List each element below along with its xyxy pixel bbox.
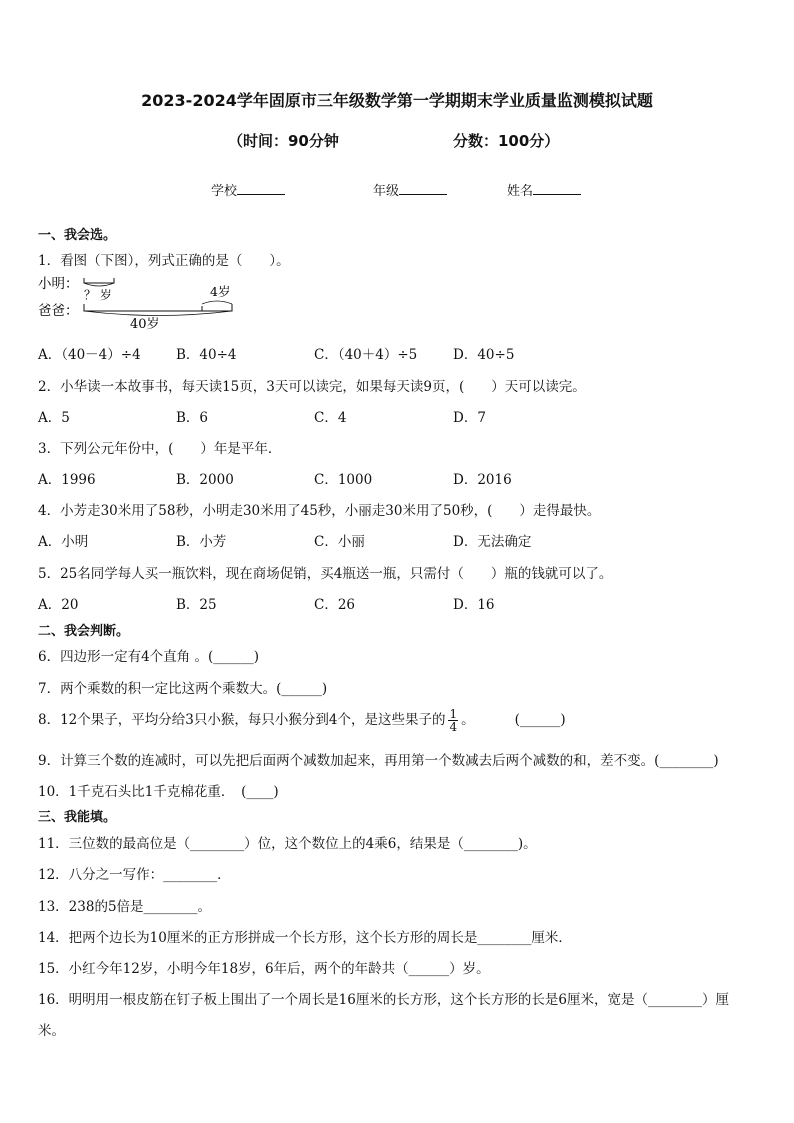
option[interactable]: B．小芳 [176, 534, 227, 550]
option[interactable]: B．2000 [176, 472, 234, 488]
plus-age-label: 4岁 [210, 284, 231, 299]
option[interactable]: D．7 [453, 410, 486, 426]
question-3: 3．下列公元年份中，( ）年是平年． [38, 441, 282, 457]
question-5: 5．25名同学每人买一瓶饮料，现在商场促销，买4瓶送一瓶，只需付（ ）瓶的钱就可以了。 [38, 566, 613, 582]
name-blank[interactable] [533, 182, 581, 195]
grade-label: 年级 [373, 184, 400, 199]
question-7: 7．两个乘数的积一定比这两个乘数大。(______) [38, 681, 328, 697]
option[interactable]: D．16 [453, 597, 495, 613]
option[interactable]: C．1000 [314, 472, 373, 488]
option[interactable]: D．2016 [453, 472, 512, 488]
option[interactable]: B．40÷4 [176, 347, 237, 363]
age-diagram-svg [38, 272, 258, 332]
option[interactable]: B．6 [176, 410, 209, 426]
question-13: 13．238的5倍是________。 [38, 899, 212, 915]
baba-bar [84, 304, 232, 311]
question-9: 9．计算三个数的连减时，可以先把后面两个减数加起来，再用第一个数减去后两个减数的和，差不变。(________) [38, 753, 719, 769]
age-diagram [38, 272, 258, 332]
question-8-blank[interactable]: (______) [514, 712, 566, 728]
question-2: 2．小华读一本故事书，每天读15页，3天可以读完，如果每天读9页，( ）天可以读完。 [38, 379, 586, 395]
option[interactable]: C．4 [314, 410, 347, 426]
question-1: 1．看图（下图），列式正确的是（ ）。 [38, 253, 290, 269]
option[interactable]: D．无法确定 [453, 534, 532, 550]
fraction-numerator: 1 [449, 707, 458, 721]
question-15: 15．小红今年12岁，小明今年18岁，6年后，两个的年龄共（______）岁。 [38, 961, 490, 977]
exam-title: 2023-2024学年固原市三年级数学第一学期期末学业质量监测模拟试题 [141, 91, 653, 110]
option[interactable]: A．5 [38, 410, 70, 426]
option[interactable]: B．25 [176, 597, 217, 613]
option[interactable]: C．（40＋4）÷5 [314, 347, 418, 363]
question-14: 14．把两个边长为10厘米的正方形拼成一个长方形，这个长方形的周长是________厘米． [38, 930, 572, 946]
fraction [448, 708, 458, 733]
total-age-brace [84, 311, 232, 316]
plus-age-brace [202, 301, 232, 304]
option[interactable]: A．1996 [38, 472, 96, 488]
option[interactable]: C．小丽 [314, 534, 365, 550]
xiaoming-bar [84, 278, 114, 283]
question-8-text: 8．12个果子，平均分给3只小猴，每只小猴分到4个，是这些果子的 [38, 712, 446, 728]
question-6: 6．四边形一定有4个直角 。(______) [38, 649, 260, 665]
question-4: 4．小芳走30米用了58秒，小明走30米用了45秒，小丽走30米用了50秒，( ）走得最快。 [38, 503, 601, 519]
school-field [211, 180, 285, 199]
section-title: 二、我会判断。 [38, 624, 130, 639]
total-age-label: 40岁 [130, 317, 160, 332]
exam-score: 分数：100分） [453, 132, 560, 150]
unknown-age-label: ？ 岁 [84, 288, 112, 302]
section-title: 一、我会选。 [38, 228, 117, 243]
xiaoming-label: 小明： [38, 276, 79, 292]
fraction-denominator: 4 [449, 720, 458, 734]
question-16-continued: 米。 [38, 1023, 65, 1039]
option[interactable]: A．小明 [38, 534, 89, 550]
option[interactable]: A．（40－4）÷4 [38, 347, 141, 363]
question-16: 16．明明用一根皮筋在钉子板上围出了一个周长是16厘米的长方形，这个长方形的长是6厘米，宽是（________）厘 [38, 992, 729, 1008]
school-label: 学校 [211, 184, 238, 199]
grade-field [373, 180, 447, 199]
school-blank[interactable] [237, 182, 285, 195]
option[interactable]: C．26 [314, 597, 356, 613]
baba-label: 爸爸： [38, 303, 79, 319]
question-12: 12．八分之一写作：________． [38, 867, 231, 883]
option[interactable]: A．20 [38, 597, 79, 613]
question-8 [38, 707, 566, 733]
question-10: 10．1千克石头比1千克棉花重． (____) [38, 784, 279, 800]
question-11: 11．三位数的最高位是（________）位，这个数位上的4乘6，结果是（________)。 [38, 836, 537, 852]
exam-time: （时间：90分钟 [228, 132, 339, 150]
grade-blank[interactable] [399, 182, 447, 195]
name-field [507, 180, 581, 199]
option[interactable]: D．40÷5 [453, 347, 515, 363]
section-title: 三、我能填。 [38, 810, 117, 825]
question-8-period: 。 [461, 712, 475, 728]
name-label: 姓名 [507, 184, 534, 199]
